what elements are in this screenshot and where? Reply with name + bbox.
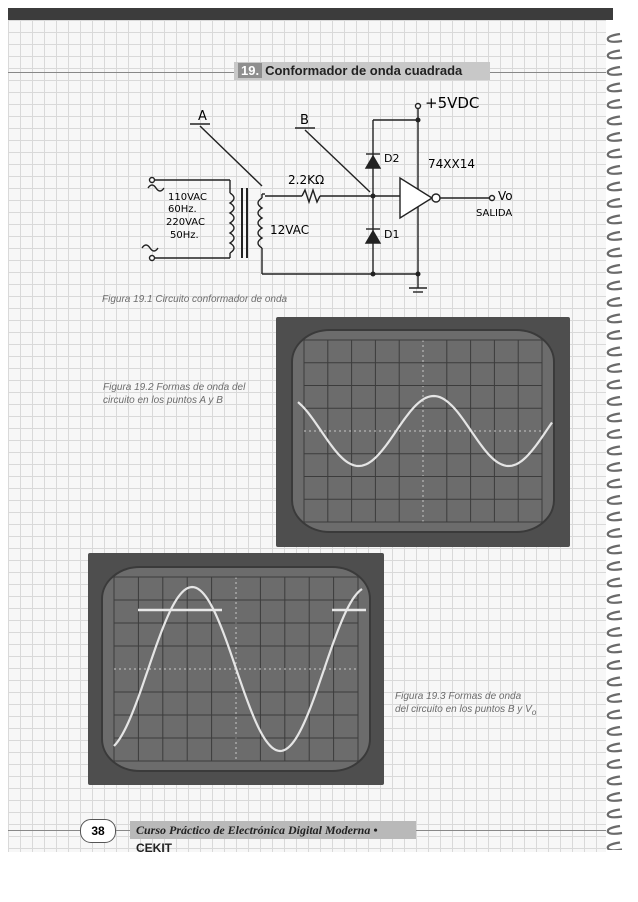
footer-book-title bbox=[130, 821, 416, 855]
figure-3-caption bbox=[395, 690, 536, 719]
primary-voltage-2: 220VAC bbox=[166, 217, 205, 228]
page-number: 38 bbox=[80, 819, 116, 843]
primary-coil bbox=[230, 193, 234, 253]
secondary-coil bbox=[258, 198, 262, 248]
label-a: A bbox=[198, 109, 207, 124]
circuit-schematic bbox=[130, 88, 550, 298]
output-label: SALIDA bbox=[476, 208, 513, 219]
schmitt-inverter bbox=[400, 178, 432, 218]
ic-label: 74XX14 bbox=[428, 157, 475, 171]
primary-voltage-1: 110VAC bbox=[168, 192, 207, 203]
figure-2-caption bbox=[103, 381, 245, 407]
supply-label: +5VDC bbox=[425, 94, 480, 112]
chapter-number: 19. bbox=[238, 63, 262, 78]
brand-logo: CEKIT bbox=[136, 841, 172, 855]
figure-1-caption: Figura 19.1 Circuito conformador de onda bbox=[102, 294, 288, 305]
oscilloscope-1-screen bbox=[290, 328, 556, 534]
label-b: B bbox=[300, 113, 309, 128]
primary-frequency-1: 60Hz. bbox=[168, 204, 197, 215]
d2-label: D2 bbox=[384, 152, 400, 165]
figure-3-caption-line1: Figura 19.3 Formas de onda bbox=[395, 691, 522, 702]
arrow-a bbox=[200, 126, 262, 186]
spiral-binding bbox=[602, 24, 626, 850]
figure-2-caption-line2: circuito en los puntos A y B bbox=[103, 395, 223, 406]
figure-2-caption-line1: Figura 19.2 Formas de onda del bbox=[103, 382, 246, 393]
d1-label: D1 bbox=[384, 228, 400, 241]
output-symbol: Vo bbox=[498, 189, 513, 203]
chapter-title: Conformador de onda cuadrada bbox=[265, 63, 463, 78]
figure-3-caption-line2: del circuito en los puntos B y V bbox=[395, 704, 532, 715]
chapter-heading bbox=[234, 62, 490, 80]
resistor-label: 2.2KΩ bbox=[288, 173, 325, 187]
oscilloscope-2-screen bbox=[100, 565, 372, 773]
book-title: Curso Práctico de Electrónica Digital Moderna • bbox=[136, 823, 378, 837]
secondary-voltage: 12VAC bbox=[270, 223, 310, 237]
resistor bbox=[302, 190, 320, 202]
top-dark-band bbox=[8, 8, 613, 20]
diode-d2 bbox=[366, 156, 380, 168]
primary-frequency-2: 50Hz. bbox=[170, 230, 199, 241]
figure-3-subscript: o bbox=[531, 707, 537, 717]
